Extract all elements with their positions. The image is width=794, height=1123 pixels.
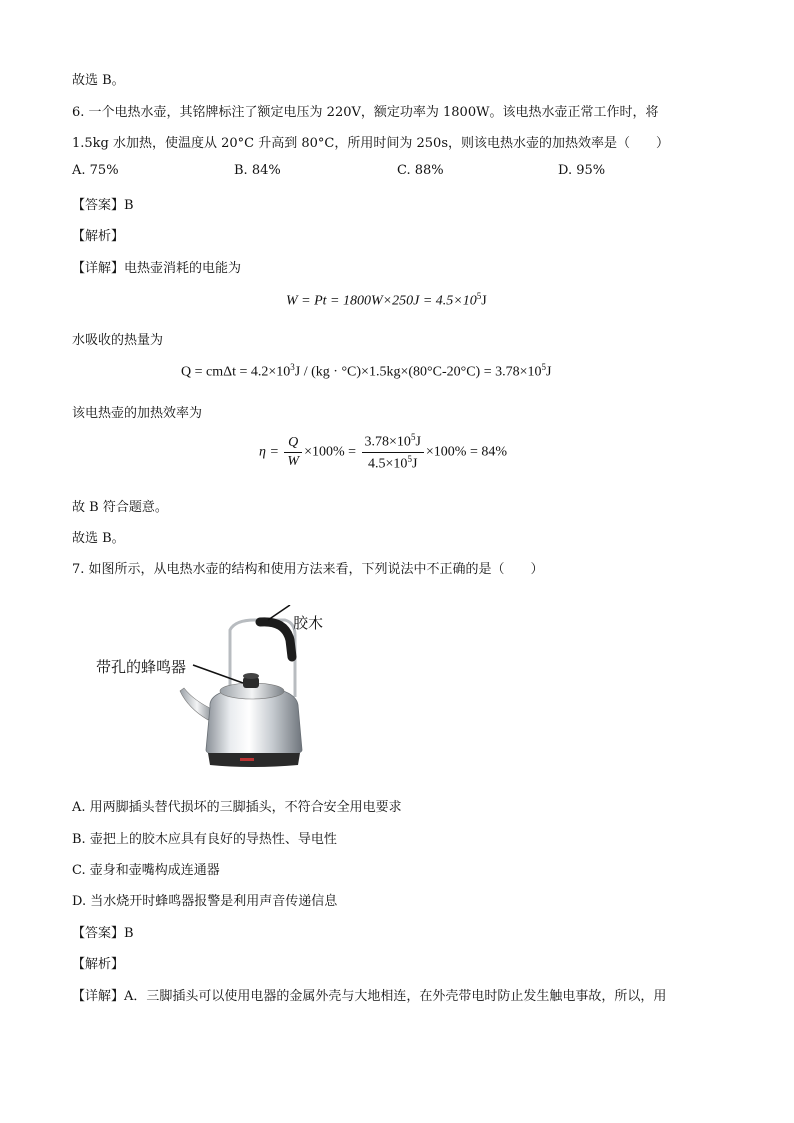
q6-option-d: D. 95% [558, 163, 606, 178]
fraction-q-over-w [284, 435, 302, 470]
q7-option-d: D. 当水烧开时蜂鸣器报警是利用声音传递信息 [72, 894, 338, 909]
detail-tag: 【详解】 [72, 261, 125, 276]
num-base: 3.78×10 [364, 434, 411, 450]
kettle-figure [90, 605, 350, 785]
whistle-top [243, 673, 259, 679]
formula-heat-exp1: 3 [290, 362, 295, 372]
fraction-num-value [362, 432, 424, 453]
num-unit: J [415, 434, 421, 450]
formula-heat-lhs: Q = cmΔt = 4.2×10 [181, 364, 291, 380]
handle-leader-line [268, 605, 290, 620]
den-unit: J [411, 456, 418, 472]
bakelite-handle [260, 622, 292, 657]
fraction-values [362, 432, 424, 472]
fraction-num-q: Q [284, 435, 302, 453]
q7-option-c: C. 壶身和壶嘴构成连通器 [72, 863, 220, 878]
q6-conclusion: 故 B 符合题意。 [72, 500, 168, 515]
efficiency-text: 该电热壶的加热效率为 [72, 406, 203, 421]
base-logo [240, 758, 254, 761]
q7-option-b: B. 壶把上的胶木应具有良好的导热性、导电性 [72, 832, 337, 847]
q6-final: 故选 B。 [72, 531, 125, 546]
answer-value: B [124, 926, 134, 941]
detail-tag: 【详解】 [72, 989, 125, 1004]
formula-heat [181, 362, 551, 381]
eta-symbol: η = [259, 444, 279, 460]
q6-answer [72, 194, 134, 213]
top-conclusion: 故选 B。 [72, 73, 125, 88]
formula-efficiency [259, 432, 507, 472]
formula-heat-unit: J [546, 364, 552, 380]
whistle-leader-line [193, 665, 243, 683]
q7-stem: 7. 如图所示，从电热水壶的结构和使用方法来看，下列说法中不正确的是（ ） [72, 562, 544, 577]
num-exp: 5 [410, 432, 416, 442]
q6-option-b: B. 84% [234, 163, 281, 178]
q6-stem-line1: 6. 一个电热水壶，其铭牌标注了额定电压为 220V，额定功率为 1800W。该电热水壶正常工作时，将 [72, 105, 659, 120]
fraction-den-value [362, 453, 424, 473]
den-exp: 5 [407, 453, 412, 464]
den-base: 4.5×10 [368, 456, 408, 472]
answer-value: B [124, 198, 134, 213]
q6-stem-line2: 1.5kg 水加热，使温度从 20°C 升高到 80°C，所用时间为 250s，则该电热水壶的加热效率是（ ） [72, 136, 669, 151]
efficiency-result: ×100% = 84% [425, 444, 508, 460]
fraction-den-w: W [287, 453, 300, 469]
q6-option-a: A. 75% [72, 163, 119, 178]
label-bakelite: 胶木 [293, 614, 324, 632]
detail-text: A．三脚插头可以使用电器的金属外壳与大地相连，在外壳带电时防止发生触电事故，所以，用 [124, 989, 667, 1004]
mult-100-first: ×100% = [304, 444, 357, 460]
q7-option-a: A. 用两脚插头替代损坏的三脚插头，不符合安全用电要求 [72, 800, 402, 815]
formula-energy-exp: 5 [476, 291, 482, 301]
q7-detail [72, 985, 666, 1004]
label-whistle: 带孔的蜂鸣器 [96, 658, 187, 676]
formula-energy-main: W = Pt = 1800W×250J = 4.5×10 [286, 293, 477, 309]
formula-energy-unit: J [481, 293, 487, 309]
detail-text: 电热壶消耗的电能为 [124, 261, 242, 276]
q6-analysis-tag: 【解析】 [72, 229, 125, 244]
heat-text: 水吸收的热量为 [72, 333, 164, 348]
q7-analysis-tag: 【解析】 [72, 957, 125, 972]
answer-tag: 【答案】 [72, 926, 125, 941]
q6-option-c: C. 88% [397, 163, 444, 178]
answer-tag: 【答案】 [72, 198, 125, 213]
formula-energy [286, 291, 487, 310]
q6-detail [72, 257, 241, 276]
formula-heat-exp2: 5 [541, 362, 546, 372]
formula-heat-mid: J / (kg · °C)×1.5kg×(80°C-20°C) = 3.78×10 [294, 364, 542, 380]
q7-answer [72, 922, 134, 941]
